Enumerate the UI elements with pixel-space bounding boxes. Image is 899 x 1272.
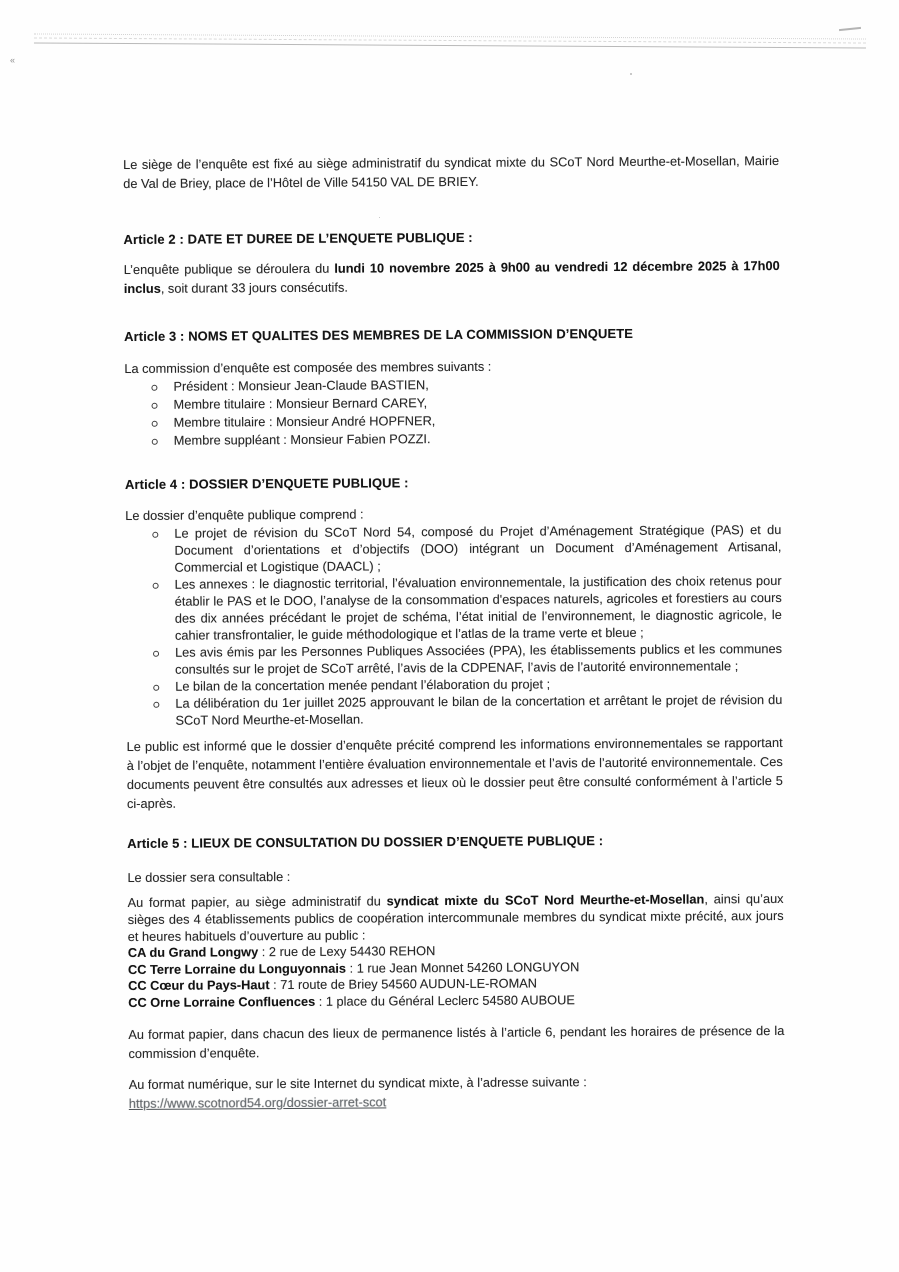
article5-heading: Article 5 : LIEUX DE CONSULTATION DU DOSSIER D’ENQUETE PUBLIQUE : — [127, 833, 604, 851]
siege-paragraph: Le siège de l’enquête est fixé au siège administratif du syndicat mixte du SCoT Nord Meurthe-et-Mosellan, Mairie de Val de Briey, place de l’Hôtel de Ville 54150 VAL DE BRIEY. — [123, 152, 780, 191]
paper-text-pre: Au format papier, au siège administratif du — [127, 893, 387, 910]
location-name: CC Terre Lorraine du Longuyonnais — [127, 960, 347, 977]
syndicat-name-bold: syndicat mixte du SCoT Nord Meurthe-et-Mosellan — [386, 891, 705, 909]
article4-closing-paragraph: Le public est informé que le dossier d’enquête précité comprend les informations environnementales se rapportant à l’objet de l’enquête, notamment l’entière évaluation environnementale et l’avis de l’autorité environnementale. Ces documents peuvent être consultés aux adresses et lieux où le dossier peut être consulté conformément à l’article 5 ci-après. — [126, 734, 783, 811]
dossier-item: Le bilan de la concertation menée pendant l’élaboration du projet ; — [126, 674, 782, 695]
dossier-item: Les annexes : le diagnostic territorial, l’évaluation environnementale, la justification des choix retenus pour établir le PAS et le DOO, l’analyse de la consommation d'espaces naturels, agricoles et forestiers au cours des dix années précédant le projet de schéma, l’état initial de l’environnement, le diagnostic agricole, le cahier transfrontalier, le guide méthodologique et l’atlas de la trame verte et bleue ; — [126, 572, 782, 644]
commission-member: Membre suppléant : Monsieur Fabien POZZI. — [125, 428, 781, 450]
article2-text-pre: L’enquête publique se déroulera du — [123, 260, 335, 277]
location-address: : 1 rue Jean Monnet 54260 LONGUYON — [345, 958, 580, 976]
dossier-items-list — [125, 521, 782, 729]
digital-intro-paragraph: Au format numérique, sur le site Internet du syndicat mixte, à l’adresse suivante : — [128, 1074, 587, 1092]
dossier-item: Les avis émis par les Personnes Publiques Associées (PPA), les établissements publics et les communes consultés sur le projet de SCoT arrêté, l’avis de la CDPENAF, l’avis de l’autorité environnementale ; — [126, 640, 782, 678]
scan-artifact-mark: « — [10, 55, 16, 65]
dossier-url-link[interactable]: https://www.scotnord54.org/dossier-arret-scot — [128, 1094, 387, 1111]
location-address: : 1 place du Général Leclerc 54580 AUBOUE — [315, 991, 575, 1009]
dossier-item: La délibération du 1er juillet 2025 approuvant le bilan de la concertation et arrêtant le projet de révision du SCoT Nord Meurthe-et-Mosellan. — [126, 691, 782, 729]
location-line — [128, 990, 784, 1011]
article2-text-post: , soit durant 33 jours consécutifs. — [160, 279, 348, 296]
article2-dates-bold: lundi 10 novembre 2025 à 9h00 au vendredi 12 décembre 2025 à 17h00 inclus — [123, 257, 780, 296]
article3-heading: Article 3 : NOMS ET QUALITES DES MEMBRES DE LA COMMISSION D’ENQUETE — [124, 325, 634, 344]
dossier-item: Le projet de révision du SCoT Nord 54, composé du Projet d’Aménagement Stratégique (PAS) et du Document d’orientations et d’objectifs (DOO) intégrant un Document d’Aménagement Artisanal, Commercial et Logistique (DAACL) ; — [125, 521, 781, 576]
consultation-locations — [128, 941, 784, 1011]
article5-intro: Le dossier sera consultable : — [127, 868, 291, 885]
location-name: CA du Grand Longwy — [127, 944, 259, 960]
dossier-url-line — [129, 1090, 785, 1113]
scan-speck — [630, 73, 632, 75]
article4-intro: Le dossier d’enquête publique comprend : — [125, 506, 364, 523]
article2-paragraph — [124, 256, 780, 298]
location-address: : 71 route de Briey 54560 AUDUN-LE-ROMAN — [269, 975, 538, 993]
article3-intro: La commission d’enquête est composée des membres suivants : — [124, 358, 492, 376]
location-name: CC Orne Lorraine Confluences — [128, 993, 316, 1010]
commission-member: Membre titulaire : Monsieur André HOPFNER, — [125, 410, 781, 432]
paper-consultation-paragraph — [128, 890, 784, 945]
paper-text-post: , ainsi qu’aux sièges des 4 établissements publics de coopération intercommunale membres du syndicat mixte précité, aux jours et heures habituels d’ouverture au public : — [127, 890, 784, 944]
scan-artifact-line — [34, 33, 866, 48]
commission-member: Membre titulaire : Monsieur Bernard CAREY, — [124, 392, 780, 414]
location-name: CC Cœur du Pays-Haut — [128, 977, 270, 993]
commission-member: Président : Monsieur Jean-Claude BASTIEN, — [124, 374, 780, 396]
location-address: : 2 rue de Lexy 54430 REHON — [258, 943, 436, 960]
document-content — [123, 151, 785, 1113]
commission-members-list — [124, 374, 780, 450]
scan-artifact-dash — [839, 27, 861, 31]
article4-heading: Article 4 : DOSSIER D’ENQUETE PUBLIQUE : — [124, 475, 409, 492]
article2-heading: Article 2 : DATE ET DUREE DE L’ENQUETE PUBLIQUE : — [123, 229, 473, 247]
paper-permanence-paragraph: Au format papier, dans chacun des lieux de permanence listés à l’article 6, pendant les horaires de présence de la commission d’enquête. — [128, 1022, 785, 1061]
